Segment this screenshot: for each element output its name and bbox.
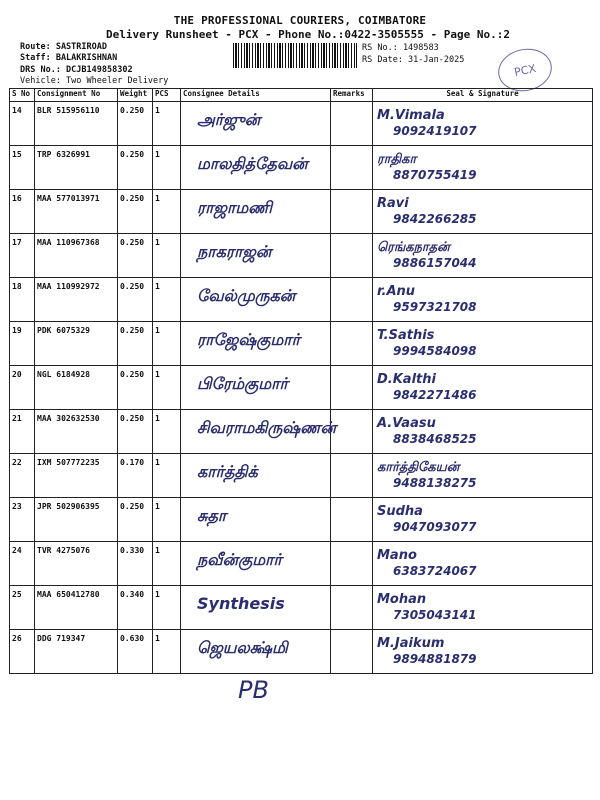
table-row xyxy=(10,102,593,146)
col-header-consignee: Consignee Details xyxy=(181,89,331,102)
receiver-phone: 8870755419 xyxy=(393,168,477,182)
receiver-signature: T.Sathis xyxy=(377,328,435,343)
consignee-cell xyxy=(181,454,331,498)
consignee-cell xyxy=(181,498,331,542)
table-row xyxy=(10,410,593,454)
staff-label: Staff: BALAKRISHNAN xyxy=(20,53,118,63)
receiver-signature: A.Vaasu xyxy=(377,416,436,431)
pieces-count: 1 xyxy=(153,146,181,190)
signature-cell xyxy=(373,322,593,366)
signature-cell xyxy=(373,410,593,454)
col-header-signature: Seal & Signature xyxy=(373,89,593,102)
pieces-count: 1 xyxy=(153,102,181,146)
serial-number: 21 xyxy=(10,410,35,454)
table-row xyxy=(10,146,593,190)
receiver-signature: r.Anu xyxy=(377,284,416,299)
pieces-count: 1 xyxy=(153,586,181,630)
receiver-phone: 9488138275 xyxy=(393,476,477,490)
table-row xyxy=(10,630,593,674)
receiver-signature: ராதிகா xyxy=(377,152,417,167)
consignee-name: Synthesis xyxy=(197,594,285,613)
consignee-cell xyxy=(181,366,331,410)
receiver-phone: 9894881879 xyxy=(393,652,477,666)
pieces-count: 1 xyxy=(153,630,181,674)
remarks-cell xyxy=(331,278,373,322)
consignee-cell xyxy=(181,234,331,278)
pieces-count: 1 xyxy=(153,234,181,278)
col-header-consignment: Consignment No xyxy=(35,89,118,102)
signature-cell xyxy=(373,190,593,234)
receiver-signature: Sudha xyxy=(377,504,423,519)
consignee-name: சிவராமகிருஷ்ணன் xyxy=(197,418,337,437)
receiver-phone: 8838468525 xyxy=(393,432,477,446)
consignee-name: சுதா xyxy=(197,506,227,525)
weight-value: 0.630 xyxy=(118,630,153,674)
vehicle-label: Vehicle: Two Wheeler Delivery xyxy=(20,76,169,86)
receiver-signature: Ravi xyxy=(377,196,409,211)
consignment-number: NGL 6184928 xyxy=(35,366,118,410)
serial-number: 16 xyxy=(10,190,35,234)
table-row xyxy=(10,498,593,542)
receiver-phone: 6383724067 xyxy=(393,564,477,578)
serial-number: 25 xyxy=(10,586,35,630)
weight-value: 0.250 xyxy=(118,278,153,322)
receiver-signature: Mano xyxy=(377,548,417,563)
consignment-number: JPR 502906395 xyxy=(35,498,118,542)
receiver-phone: 9994584098 xyxy=(393,344,477,358)
table-row xyxy=(10,366,593,410)
remarks-cell xyxy=(331,146,373,190)
weight-value: 0.250 xyxy=(118,102,153,146)
remarks-cell xyxy=(331,410,373,454)
consignee-cell xyxy=(181,102,331,146)
consignee-cell xyxy=(181,586,331,630)
serial-number: 20 xyxy=(10,366,35,410)
table-row xyxy=(10,278,593,322)
col-header-sno: S No xyxy=(10,89,35,102)
weight-value: 0.250 xyxy=(118,410,153,454)
consignee-name: நாகராஜன் xyxy=(197,242,272,261)
signature-cell xyxy=(373,366,593,410)
weight-value: 0.250 xyxy=(118,234,153,278)
serial-number: 14 xyxy=(10,102,35,146)
signature-cell xyxy=(373,498,593,542)
consignment-number: MAA 110967368 xyxy=(35,234,118,278)
consignee-name: மாலதித்தேவன் xyxy=(197,154,308,173)
receiver-phone: 9092419107 xyxy=(393,124,477,138)
remarks-cell xyxy=(331,102,373,146)
consignee-name: வேல்முருகன் xyxy=(197,286,296,305)
receiver-signature: D.Kalthi xyxy=(377,372,436,387)
consignment-number: MAA 302632530 xyxy=(35,410,118,454)
table-header-row xyxy=(10,89,593,102)
consignment-number: DDG 719347 xyxy=(35,630,118,674)
runsheet-subtitle: Delivery Runsheet - PCX - Phone No.:0422-3505555 - Page No.:2 xyxy=(106,28,510,41)
pcx-stamp: PCX xyxy=(494,44,556,96)
consignment-number: IXM 507772235 xyxy=(35,454,118,498)
signature-cell xyxy=(373,102,593,146)
receiver-signature: M.Jaikum xyxy=(377,636,445,651)
receiver-phone: 9842266285 xyxy=(393,212,477,226)
consignment-number: TRP 6326991 xyxy=(35,146,118,190)
rs-date: RS Date: 31-Jan-2025 xyxy=(362,55,465,65)
pieces-count: 1 xyxy=(153,454,181,498)
serial-number: 22 xyxy=(10,454,35,498)
remarks-cell xyxy=(331,454,373,498)
consignment-number: PDK 6075329 xyxy=(35,322,118,366)
consignee-name: ராஜாமணி xyxy=(197,198,272,217)
serial-number: 24 xyxy=(10,542,35,586)
serial-number: 23 xyxy=(10,498,35,542)
receiver-signature: M.Vimala xyxy=(377,108,445,123)
pieces-count: 1 xyxy=(153,190,181,234)
receiver-signature: கார்த்திகேயன் xyxy=(377,460,460,475)
signature-cell xyxy=(373,234,593,278)
consignment-number: MAA 577013971 xyxy=(35,190,118,234)
consignee-name: அர்ஜுன் xyxy=(197,110,261,129)
pieces-count: 1 xyxy=(153,542,181,586)
table-row xyxy=(10,190,593,234)
consignee-cell xyxy=(181,630,331,674)
consignment-number: MAA 110992972 xyxy=(35,278,118,322)
consignee-cell xyxy=(181,190,331,234)
table-row xyxy=(10,322,593,366)
company-title: THE PROFESSIONAL COURIERS, COIMBATORE xyxy=(173,14,427,27)
weight-value: 0.250 xyxy=(118,146,153,190)
consignee-cell xyxy=(181,146,331,190)
serial-number: 19 xyxy=(10,322,35,366)
consignee-cell xyxy=(181,322,331,366)
pieces-count: 1 xyxy=(153,498,181,542)
remarks-cell xyxy=(331,366,373,410)
col-header-remarks: Remarks xyxy=(331,89,373,102)
consignee-name: ராஜேஷ்குமார் xyxy=(197,330,300,349)
col-header-weight: Weight xyxy=(118,89,153,102)
remarks-cell xyxy=(331,542,373,586)
table-row xyxy=(10,542,593,586)
receiver-phone: 9886157044 xyxy=(393,256,477,270)
weight-value: 0.330 xyxy=(118,542,153,586)
table-row xyxy=(10,234,593,278)
weight-value: 0.250 xyxy=(118,498,153,542)
receiver-phone: 9842271486 xyxy=(393,388,477,402)
weight-value: 0.340 xyxy=(118,586,153,630)
consignee-cell xyxy=(181,410,337,454)
remarks-cell xyxy=(331,498,373,542)
pieces-count: 1 xyxy=(153,410,181,454)
remarks-cell xyxy=(331,586,373,630)
pieces-count: 1 xyxy=(153,322,181,366)
consignee-name: கார்த்திக் xyxy=(197,462,258,481)
weight-value: 0.250 xyxy=(118,322,153,366)
table-row xyxy=(10,586,593,630)
receiver-phone: 9047093077 xyxy=(393,520,477,534)
serial-number: 18 xyxy=(10,278,35,322)
handwritten-initials: PB xyxy=(238,676,269,704)
weight-value: 0.250 xyxy=(118,190,153,234)
remarks-cell xyxy=(331,190,373,234)
rs-number: RS No.: 1498583 xyxy=(362,43,439,53)
remarks-cell xyxy=(331,630,373,674)
barcode-image xyxy=(233,43,357,68)
pieces-count: 1 xyxy=(153,366,181,410)
consignment-number: BLR 515956110 xyxy=(35,102,118,146)
signature-cell xyxy=(373,278,593,322)
consignment-number: TVR 4275076 xyxy=(35,542,118,586)
serial-number: 15 xyxy=(10,146,35,190)
consignee-name: ஜெயலக்ஷ்மி xyxy=(197,638,288,657)
consignee-cell xyxy=(181,278,331,322)
consignee-name: நவீன்குமார் xyxy=(197,550,282,569)
pieces-count: 1 xyxy=(153,278,181,322)
drs-number: DRS No.: DCJB149858302 xyxy=(20,65,133,75)
serial-number: 26 xyxy=(10,630,35,674)
consignee-cell xyxy=(181,542,331,586)
signature-cell xyxy=(373,146,593,190)
receiver-phone: 7305043141 xyxy=(393,608,477,622)
receiver-signature: ரெங்கநாதன் xyxy=(377,240,450,255)
weight-value: 0.250 xyxy=(118,366,153,410)
consignment-number: MAA 650412780 xyxy=(35,586,118,630)
table-row xyxy=(10,454,593,498)
signature-cell xyxy=(373,454,593,498)
route-label: Route: SASTRIROAD xyxy=(20,42,107,52)
consignee-name: பிரேம்குமார் xyxy=(197,374,288,393)
runsheet-table xyxy=(9,88,593,674)
weight-value: 0.170 xyxy=(118,454,153,498)
serial-number: 17 xyxy=(10,234,35,278)
col-header-pcs: PCS xyxy=(153,89,181,102)
signature-cell xyxy=(373,586,593,630)
remarks-cell xyxy=(331,234,373,278)
receiver-signature: Mohan xyxy=(377,592,427,607)
signature-cell xyxy=(373,630,593,674)
receiver-phone: 9597321708 xyxy=(393,300,477,314)
remarks-cell xyxy=(331,322,373,366)
signature-cell xyxy=(373,542,593,586)
